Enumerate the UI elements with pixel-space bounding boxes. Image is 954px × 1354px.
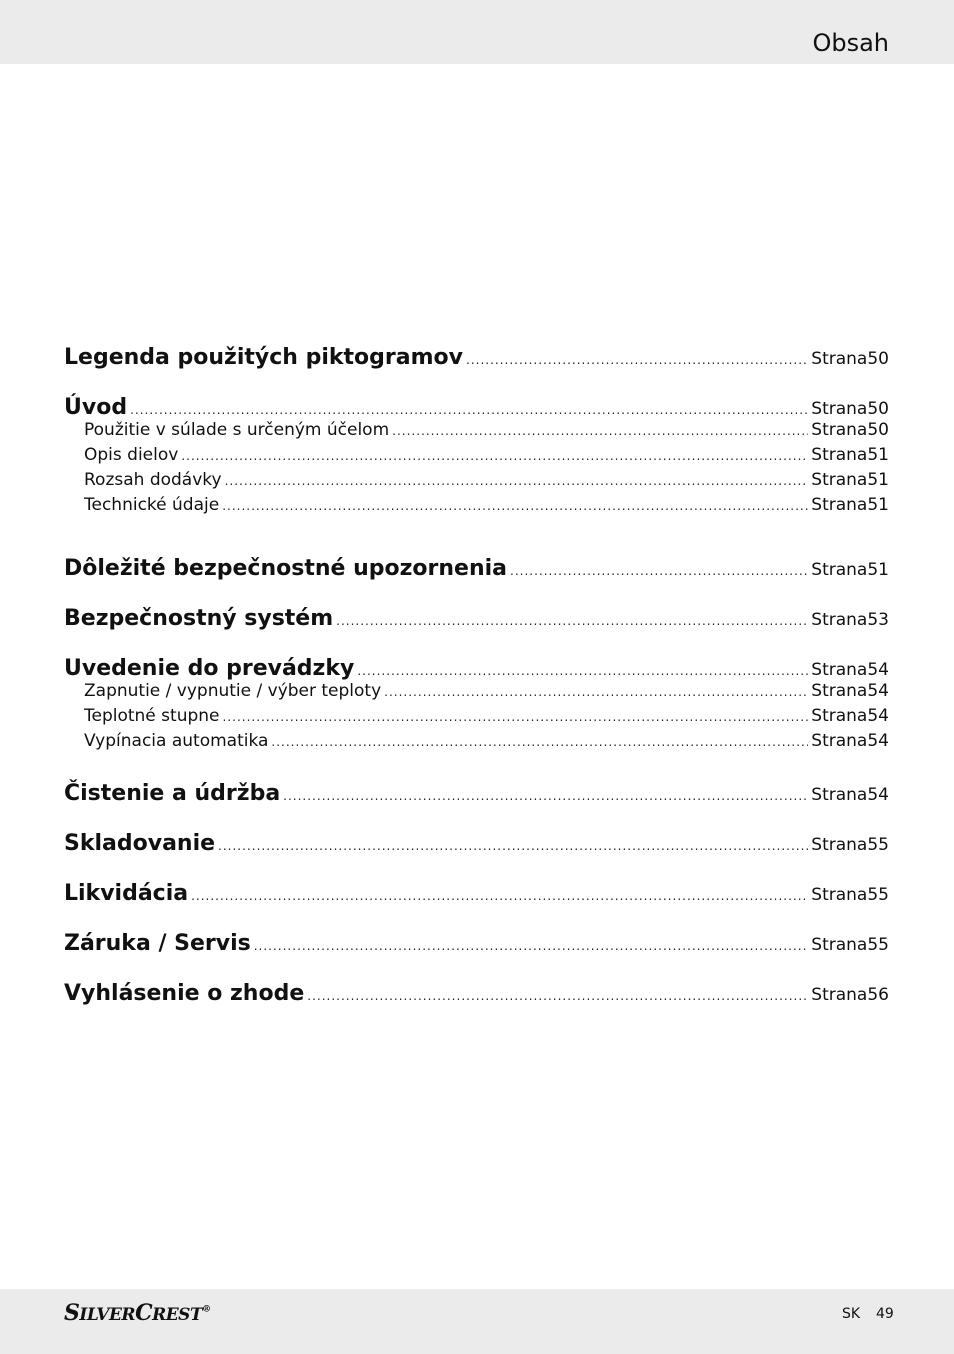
dot-leader (357, 664, 808, 678)
toc-page-word: Strana (811, 445, 868, 465)
toc-entry-label: Vyhlásenie o zhode (64, 981, 305, 1006)
toc-page-number: 51 (867, 445, 889, 465)
toc-page-number: 55 (867, 935, 889, 955)
toc-entry-label: Technické údaje (84, 495, 220, 515)
toc-page-number: 54 (867, 731, 889, 751)
footer-page-number: 49 (876, 1306, 894, 1322)
toc-page-number: 53 (867, 610, 889, 630)
toc-entry-label: Opis dielov (84, 445, 179, 465)
toc-page-number: 51 (867, 470, 889, 490)
toc-page-word: Strana (811, 399, 868, 419)
footer-language: SK (842, 1306, 861, 1322)
toc-page-number: 56 (867, 985, 889, 1005)
dot-leader (130, 403, 808, 417)
toc-entry (64, 781, 889, 811)
toc-subentry (84, 495, 889, 525)
toc-page-word: Strana (811, 420, 868, 440)
header-bar (0, 0, 954, 64)
registered-mark: ® (202, 1304, 211, 1315)
toc-entry (64, 606, 889, 636)
toc-page-word: Strana (811, 785, 868, 805)
toc-page-word: Strana (811, 706, 868, 726)
dot-leader (384, 685, 808, 699)
toc-page-number: 50 (867, 399, 889, 419)
toc-entry-label: Rozsah dodávky (84, 470, 222, 490)
toc-page-number: 51 (867, 560, 889, 580)
toc-page-word: Strana (811, 835, 868, 855)
toc-entry-label: Čistenie a údržba (64, 781, 281, 806)
toc-page-word: Strana (811, 470, 868, 490)
logo-letters: ILVER (79, 1305, 136, 1325)
toc-page-word: Strana (811, 560, 868, 580)
toc-page-word: Strana (811, 681, 868, 701)
toc-page-word: Strana (811, 985, 868, 1005)
toc-entry-label: Záruka / Servis (64, 931, 251, 956)
dot-leader (218, 839, 808, 853)
toc-page-number: 50 (867, 420, 889, 440)
toc-entry-label: Teplotné stupne (84, 706, 220, 726)
dot-leader (222, 499, 808, 513)
toc-entry-label: Dôležité bezpečnostné upozornenia (64, 556, 508, 581)
dot-leader (336, 614, 808, 628)
dot-leader (283, 789, 808, 803)
dot-leader (223, 710, 809, 724)
toc-page-word: Strana (811, 349, 868, 369)
toc-page-word: Strana (811, 885, 868, 905)
toc-page-number: 55 (867, 835, 889, 855)
toc-entry (64, 556, 889, 586)
toc-page-word: Strana (811, 660, 868, 680)
toc-page-number: 50 (867, 349, 889, 369)
toc-page-word: Strana (811, 731, 868, 751)
toc-entry (64, 981, 889, 1011)
logo-letters: REST (152, 1305, 203, 1325)
toc-page-number: 54 (867, 681, 889, 701)
toc-entry-label: Likvidácia (64, 881, 189, 906)
dot-leader (466, 353, 808, 367)
silvercrest-logo (64, 1300, 211, 1326)
toc-page-word: Strana (811, 495, 868, 515)
toc-entry-label: Uvedenie do prevádzky (64, 656, 355, 681)
dot-leader (254, 939, 809, 953)
page-title: Obsah (812, 29, 889, 57)
toc-entry (64, 345, 889, 375)
toc-page-word: Strana (811, 935, 868, 955)
toc-entry (64, 931, 889, 961)
toc-page-word: Strana (811, 610, 868, 630)
dot-leader (392, 424, 808, 438)
toc-page-number: 54 (867, 706, 889, 726)
toc-page-number: 54 (867, 660, 889, 680)
dot-leader (225, 474, 809, 488)
toc-entry-label: Zapnutie / vypnutie / výber teploty (84, 681, 382, 701)
toc-page-number: 54 (867, 785, 889, 805)
logo-letter: C (135, 1300, 153, 1326)
toc-page-number: 55 (867, 885, 889, 905)
toc-subentry (84, 731, 889, 761)
logo-letter: S (64, 1300, 80, 1326)
toc-page-number: 51 (867, 495, 889, 515)
toc-entry (64, 831, 889, 861)
toc-entry-label: Úvod (64, 395, 128, 420)
toc-entry-label: Vypínacia automatika (84, 731, 269, 751)
toc-entry (64, 881, 889, 911)
toc-entry-label: Bezpečnostný systém (64, 606, 334, 631)
dot-leader (181, 449, 808, 463)
toc-entry-label: Skladovanie (64, 831, 216, 856)
dot-leader (510, 564, 808, 578)
toc-entry-label: Použitie v súlade s určeným účelom (84, 420, 390, 440)
dot-leader (271, 735, 808, 749)
dot-leader (307, 989, 808, 1003)
dot-leader (191, 889, 808, 903)
toc-entry-label: Legenda použitých piktogramov (64, 345, 463, 370)
